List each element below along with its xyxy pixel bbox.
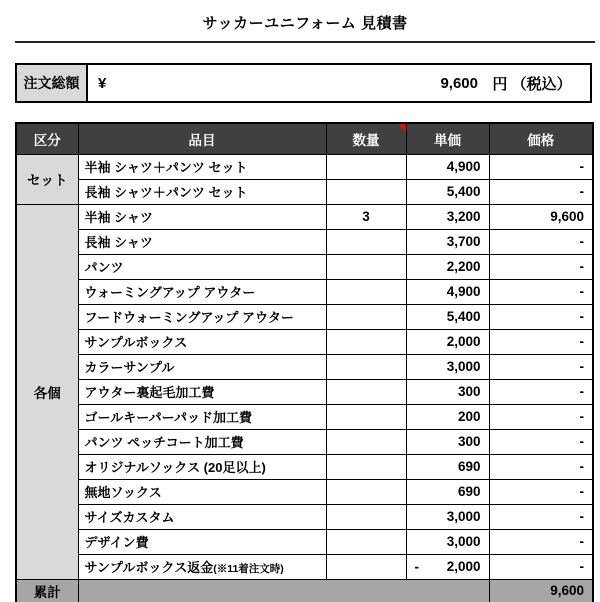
qty-cell: [326, 329, 406, 354]
unit-price-value: 690: [457, 459, 481, 474]
unit-price-value: 3,200: [446, 209, 481, 224]
table-row: [16, 254, 593, 279]
unit-price-value: 690: [457, 484, 481, 499]
item-name-cell: [78, 279, 326, 304]
price-cell: -: [489, 429, 593, 454]
category-cell: セット: [16, 154, 78, 204]
qty-cell: 3: [326, 204, 406, 229]
price-cell: -: [489, 479, 593, 504]
price-cell: -: [489, 454, 593, 479]
item-name: ゴールキーパーパッド加工費: [84, 410, 252, 425]
table-row: [16, 554, 593, 579]
item-name-cell: [78, 404, 326, 429]
price-cell: -: [489, 154, 593, 179]
item-name-cell: [78, 229, 326, 254]
table-row: [16, 379, 593, 404]
item-name-cell: [78, 329, 326, 354]
unit-price-cell: [406, 279, 489, 304]
qty-cell: [326, 454, 406, 479]
item-name-cell: [78, 304, 326, 329]
table-row: [16, 329, 593, 354]
qty-cell: [326, 504, 406, 529]
table-row: [16, 179, 593, 204]
table-row: [16, 354, 593, 379]
total-row: [16, 579, 593, 602]
quote-table-body: [16, 154, 593, 579]
title-block: [15, 12, 595, 43]
table-row: [16, 529, 593, 554]
unit-price-cell: [406, 354, 489, 379]
price-cell: -: [489, 404, 593, 429]
item-name: 長袖 シャツ＋パンツ セット: [84, 185, 248, 200]
page-title: サッカーユニフォーム 見積書: [202, 15, 408, 32]
item-note: (※11着注文時): [213, 563, 284, 575]
comment-marker-icon: [398, 124, 406, 132]
unit-price-value: 3,000: [446, 509, 481, 524]
column-header-qty: 数量: [326, 123, 406, 154]
item-name: サイズカスタム: [84, 510, 175, 525]
qty-cell: [326, 229, 406, 254]
price-cell: -: [489, 304, 593, 329]
item-name: カラーサンプル: [84, 360, 175, 375]
table-row: [16, 504, 593, 529]
item-name: 半袖 シャツ＋パンツ セット: [84, 160, 248, 175]
unit-price-cell: [406, 554, 489, 579]
unit-price-cell: [406, 154, 489, 179]
total-label: 累計: [16, 579, 78, 602]
item-name-cell: [78, 454, 326, 479]
unit-price-value: 5,400: [446, 184, 481, 199]
column-header-category: 区分: [16, 123, 78, 154]
item-name: フードウォーミングアップ アウター: [84, 310, 294, 325]
qty-cell: [326, 154, 406, 179]
qty-cell: [326, 404, 406, 429]
price-cell: -: [489, 254, 593, 279]
unit-price-cell: [406, 304, 489, 329]
unit-price-cell: [406, 454, 489, 479]
price-cell: 9,600: [489, 204, 593, 229]
price-cell: -: [489, 554, 593, 579]
item-name: アウター裏起毛加工費: [84, 385, 215, 400]
unit-price-cell: [406, 329, 489, 354]
item-name-cell: [78, 429, 326, 454]
unit-price-value: 2,000: [446, 559, 481, 574]
item-name: 無地ソックス: [84, 485, 162, 500]
qty-cell: [326, 554, 406, 579]
order-total-box: [15, 63, 592, 103]
item-name: ウォーミングアップ アウター: [84, 285, 256, 300]
item-name-cell: [78, 479, 326, 504]
unit-price-cell: [406, 404, 489, 429]
unit-price-cell: [406, 429, 489, 454]
qty-cell: [326, 254, 406, 279]
unit-price-value: 3,000: [446, 534, 481, 549]
item-name-cell: [78, 379, 326, 404]
unit-price-cell: [406, 504, 489, 529]
item-name-cell: [78, 529, 326, 554]
total-spacer: [78, 579, 489, 602]
item-name-cell: [78, 154, 326, 179]
total-price: 9,600: [489, 579, 593, 602]
price-cell: -: [489, 179, 593, 204]
qty-cell: [326, 179, 406, 204]
item-name: パンツ: [84, 260, 124, 275]
price-cell: -: [489, 329, 593, 354]
unit-price-value: 3,000: [446, 359, 481, 374]
unit-price-value: 2,000: [446, 334, 481, 349]
price-cell: -: [489, 279, 593, 304]
item-name-cell: [78, 504, 326, 529]
order-total-amount: 9,600: [440, 74, 478, 92]
column-header-price: 価格: [489, 123, 593, 154]
unit-price-cell: [406, 204, 489, 229]
unit-price-value: 200: [457, 409, 481, 424]
unit-price-value: 4,900: [446, 284, 481, 299]
item-name: サンプルボックス返金: [84, 560, 214, 575]
column-header-unit-price: 単価: [406, 123, 489, 154]
item-name-cell: [78, 179, 326, 204]
order-total-label: 注文総額: [17, 65, 88, 101]
price-cell: -: [489, 229, 593, 254]
price-cell: -: [489, 354, 593, 379]
table-row: [16, 429, 593, 454]
table-row: [16, 229, 593, 254]
table-row: [16, 454, 593, 479]
item-name: オリジナルソックス (20足以上): [84, 460, 266, 475]
item-name-cell: [78, 204, 326, 229]
unit-price-value: 300: [457, 384, 481, 399]
item-name-cell: [78, 554, 326, 579]
qty-cell: [326, 354, 406, 379]
header-row: [16, 123, 593, 154]
unit-price-cell: [406, 479, 489, 504]
item-name: デザイン費: [84, 535, 149, 550]
item-name-cell: [78, 354, 326, 379]
qty-cell: [326, 304, 406, 329]
negative-sign: -: [414, 559, 419, 574]
table-row: [16, 154, 593, 179]
price-cell: -: [489, 529, 593, 554]
table-row: [16, 404, 593, 429]
unit-price-cell: [406, 179, 489, 204]
unit-price-value: 5,400: [446, 309, 481, 324]
unit-price-cell: [406, 529, 489, 554]
item-name: パンツ ペッチコート加工費: [84, 435, 244, 450]
unit-price-cell: [406, 229, 489, 254]
table-row: [16, 479, 593, 504]
quote-table: [15, 122, 594, 602]
qty-cell: [326, 529, 406, 554]
qty-cell: [326, 279, 406, 304]
item-name-cell: [78, 254, 326, 279]
category-cell: 各個: [16, 204, 78, 579]
unit-price-cell: [406, 379, 489, 404]
item-name: 半袖 シャツ: [84, 210, 153, 225]
qty-cell: [326, 479, 406, 504]
unit-price-value: 3,700: [446, 234, 481, 249]
unit-price-value: 300: [457, 434, 481, 449]
table-row: [16, 279, 593, 304]
unit-price-value: 4,900: [446, 159, 481, 174]
column-header-item: 品目: [78, 123, 326, 154]
table-row: [16, 204, 593, 229]
price-cell: -: [489, 504, 593, 529]
table-row: [16, 304, 593, 329]
unit-price-value: 2,200: [446, 259, 481, 274]
qty-cell: [326, 429, 406, 454]
item-name: 長袖 シャツ: [84, 235, 153, 250]
unit-price-cell: [406, 254, 489, 279]
price-cell: -: [489, 379, 593, 404]
order-total-value: [88, 65, 590, 101]
currency-symbol: ¥: [98, 74, 107, 92]
order-total-unit: 円 （税込）: [492, 75, 572, 93]
qty-cell: [326, 379, 406, 404]
item-name: サンプルボックス: [84, 335, 188, 350]
